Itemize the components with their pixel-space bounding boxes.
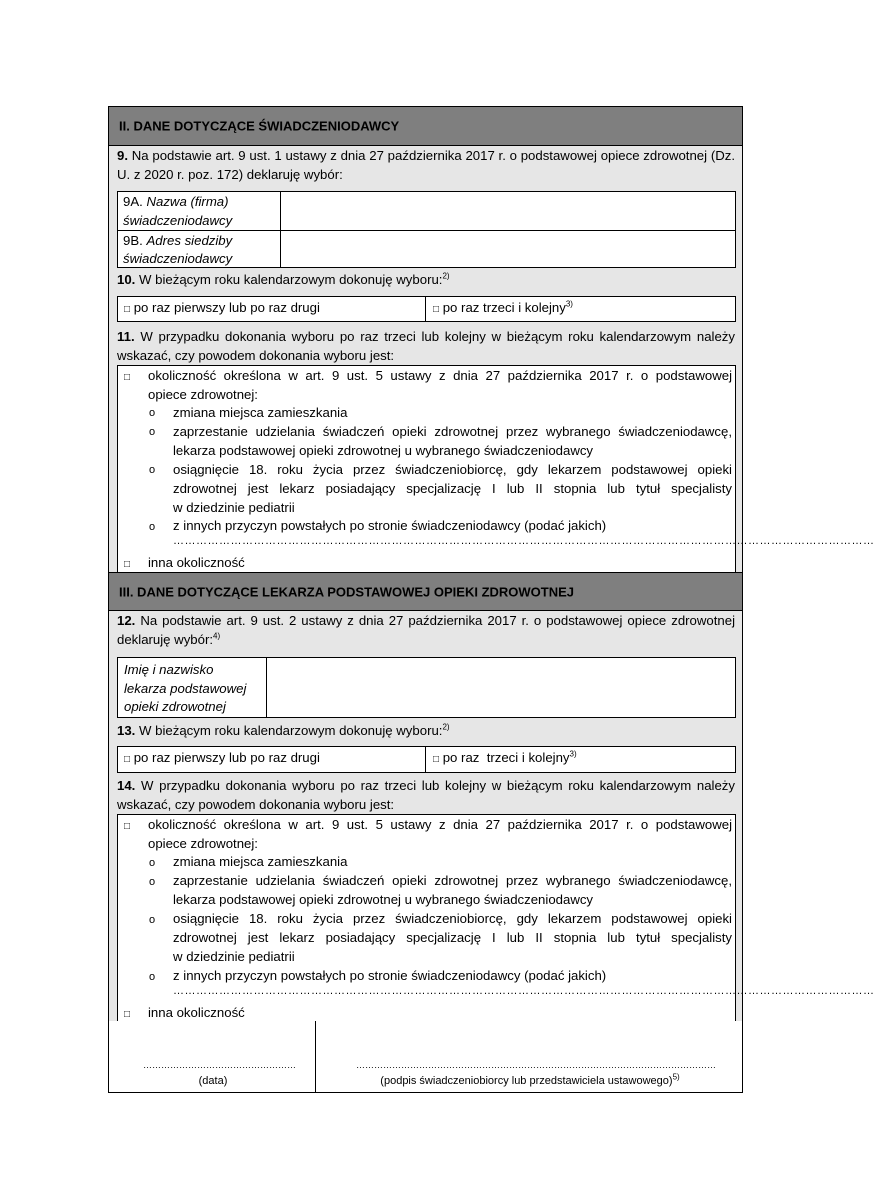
footnote-ref: 3) — [569, 749, 577, 759]
other-circumstance-label: inna okoliczność — [148, 1005, 245, 1020]
date-label: (data) — [198, 1075, 228, 1087]
field-9b-prefix: 9B. — [123, 233, 143, 248]
bullet-icon[interactable]: o — [149, 857, 156, 869]
checkbox-icon[interactable]: □ — [124, 754, 131, 765]
question-9 — [117, 146, 735, 184]
field-9b-label-line1: Adres siedziby — [146, 233, 233, 248]
question-14-text: W przypadku dokonania wyboru po raz trzeci lub kolejny w bieżącym roku kalendarzowym należy wskazać, czy powodem dokonania wyboru jest: — [117, 778, 735, 812]
question-11-number: 11. — [117, 329, 135, 344]
bullet-icon[interactable]: o — [149, 426, 156, 438]
reason-other-causes-input[interactable]: ………………………………………………………………………………………………………………………………………………………………… — [173, 985, 875, 997]
q10-option-third-more[interactable] — [433, 298, 573, 319]
q10-option-first-second[interactable] — [124, 298, 320, 319]
footnote-ref: 2) — [442, 722, 450, 732]
footnote-ref: 3) — [565, 299, 573, 309]
reason-main-checkbox-row[interactable] — [124, 366, 130, 387]
reason-cessation-line1: zaprzestanie udzielania świadczeń opieki zdrowotnej przez wybranego świadczeniodawcę, — [173, 424, 732, 439]
reason-cessation-line2: lekarza podstawowej opieki zdrowotnej u wybranego świadczeniodawcy — [173, 892, 594, 907]
reason-main-line1: okoliczność określona w art. 9 ust. 5 ustawy z dnia 27 października 2017 r. o podstawowej — [148, 368, 732, 383]
signature-label-text: (podpis świadczeniobiorcy lub przedstawiciela ustawowego) — [380, 1075, 673, 1087]
section-2-title: II. DANE DOTYCZĄCE ŚWIADCZENIODAWCY — [119, 118, 400, 134]
checkbox-icon[interactable]: □ — [433, 754, 440, 765]
footnote-ref: 4) — [213, 631, 221, 641]
signature-input[interactable]: ………………………………………………………………………………………………………… — [356, 1060, 716, 1070]
doctor-table-divider — [266, 657, 267, 718]
field-9a-prefix: 9A. — [123, 194, 143, 209]
doctor-label-line3: opieki zdrowotnej — [124, 699, 226, 714]
reason-other-causes: z innych przyczyn powstałych po stronie świadczeniodawcy (podać jakich) — [173, 968, 607, 983]
section-2-header — [108, 106, 743, 146]
options-divider — [425, 296, 426, 322]
q13-option-third-more[interactable] — [433, 748, 577, 769]
reason-other-causes-input[interactable]: ………………………………………………………………………………………………………………………………………………………………… — [173, 535, 875, 547]
question-10 — [117, 270, 450, 289]
question-10-text: W bieżącym roku kalendarzowym dokonuję wyboru: — [139, 272, 443, 287]
field-9a-input[interactable] — [282, 192, 734, 229]
question-13-number: 13. — [117, 723, 136, 738]
reason-age-line3: w dziedzinie pediatrii — [173, 500, 295, 515]
checkbox-icon[interactable]: □ — [124, 1009, 131, 1020]
section-3-header — [108, 572, 743, 611]
question-9-text: Na podstawie art. 9 ust. 1 ustawy z dnia 27 października 2017 r. o podstawowej opiece zdrowotnej (Dz. U. z 2020 r. poz. 172) deklaruję wybór: — [117, 148, 735, 182]
question-11 — [117, 327, 735, 365]
field-9b-label — [123, 231, 232, 250]
reason-age-line2: zdrowotnej jest lekarz posiadający specjalizację I lub II stopnia lub tytuł specjalisty — [173, 481, 732, 496]
reason-main-line2: opiece zdrowotnej: — [148, 387, 258, 402]
field-9b-label-line2: świadczeniodawcy — [123, 251, 233, 266]
question-12 — [117, 611, 735, 649]
q13-option-1-label: po raz pierwszy lub po raz drugi — [133, 750, 320, 765]
checkbox-icon[interactable]: □ — [124, 559, 131, 570]
question-10-number: 10. — [117, 272, 136, 287]
footnote-ref: 2) — [442, 271, 450, 281]
field-9b-input[interactable] — [282, 231, 734, 267]
reason-main-line2: opiece zdrowotnej: — [148, 836, 258, 851]
question-9-number: 9. — [117, 148, 128, 163]
reason-age-line2: zdrowotnej jest lekarz posiadający specjalizację I lub II stopnia lub tytuł specjalisty — [173, 930, 732, 945]
reason-relocation: zmiana miejsca zamieszkania — [173, 405, 348, 420]
other-circumstance-label: inna okoliczność — [148, 555, 245, 570]
reason-main-checkbox-row[interactable] — [124, 815, 130, 836]
reason-main-line1: okoliczność określona w art. 9 ust. 5 ustawy z dnia 27 października 2017 r. o podstawowej — [148, 817, 732, 832]
reason-relocation: zmiana miejsca zamieszkania — [173, 854, 348, 869]
q10-option-2-label: po raz trzeci i kolejny — [442, 300, 566, 315]
question-13 — [117, 721, 450, 740]
other-circumstance-row[interactable] — [124, 553, 130, 574]
field-9a-label-line1: Nazwa (firma) — [146, 194, 229, 209]
question-13-text: W bieżącym roku kalendarzowym dokonuję wyboru: — [139, 723, 443, 738]
reason-age-line3: w dziedzinie pediatrii — [173, 949, 295, 964]
field-9a-label-line2: świadczeniodawcy — [123, 213, 233, 228]
bullet-icon[interactable]: o — [149, 971, 156, 983]
signature-divider — [315, 1021, 316, 1093]
doctor-label-line2: lekarza podstawowej — [124, 681, 247, 696]
footnote-ref: 5) — [672, 1072, 680, 1082]
doctor-name-input[interactable] — [268, 658, 734, 717]
q10-option-1-label: po raz pierwszy lub po raz drugi — [133, 300, 320, 315]
provider-table-column-divider — [280, 191, 281, 268]
reason-other-causes: z innych przyczyn powstałych po stronie świadczeniodawcy (podać jakich) — [173, 518, 607, 533]
reason-age-line1: osiągnięcie 18. roku życia przez świadczeniobiorcę, gdy lekarzem podstawowej opieki — [173, 911, 732, 926]
options-divider — [425, 746, 426, 773]
checkbox-icon[interactable]: □ — [124, 304, 131, 315]
signature-label — [330, 1072, 730, 1087]
bullet-icon[interactable]: o — [149, 521, 156, 533]
reason-age-line1: osiągnięcie 18. roku życia przez świadczeniobiorcę, gdy lekarzem podstawowej opieki — [173, 462, 732, 477]
reason-cessation-line2: lekarza podstawowej opieki zdrowotnej u wybranego świadczeniodawcy — [173, 443, 594, 458]
question-12-text: Na podstawie art. 9 ust. 2 ustawy z dnia 27 października 2017 r. o podstawowej opiece zdrowotnej deklaruję wybór: — [117, 613, 735, 647]
bullet-icon[interactable]: o — [149, 464, 156, 476]
bullet-icon[interactable]: o — [149, 407, 156, 419]
section-3-title: III. DANE DOTYCZĄCE LEKARZA PODSTAWOWEJ OPIEKI ZDROWOTNEJ — [119, 584, 575, 599]
question-12-number: 12. — [117, 613, 136, 628]
question-14 — [117, 776, 735, 814]
q13-option-2-label: po raz trzeci i kolejny — [442, 750, 570, 765]
bullet-icon[interactable]: o — [149, 876, 156, 888]
bullet-icon[interactable]: o — [149, 914, 156, 926]
date-input[interactable]: …………………………………………… — [143, 1060, 296, 1070]
reason-cessation-line1: zaprzestanie udzielania świadczeń opieki zdrowotnej przez wybranego świadczeniodawcę, — [173, 873, 732, 888]
question-14-number: 14. — [117, 778, 136, 793]
checkbox-icon[interactable]: □ — [124, 372, 131, 383]
field-9a-label — [123, 192, 229, 211]
q13-option-first-second[interactable] — [124, 748, 320, 769]
question-11-text: W przypadku dokonania wyboru po raz trzeci lub kolejny w bieżącym roku kalendarzowym należy wskazać, czy powodem dokonania wyboru jest: — [117, 329, 735, 363]
checkbox-icon[interactable]: □ — [124, 821, 131, 832]
checkbox-icon[interactable]: □ — [433, 304, 440, 315]
doctor-label-line1: Imię i nazwisko — [124, 662, 214, 677]
